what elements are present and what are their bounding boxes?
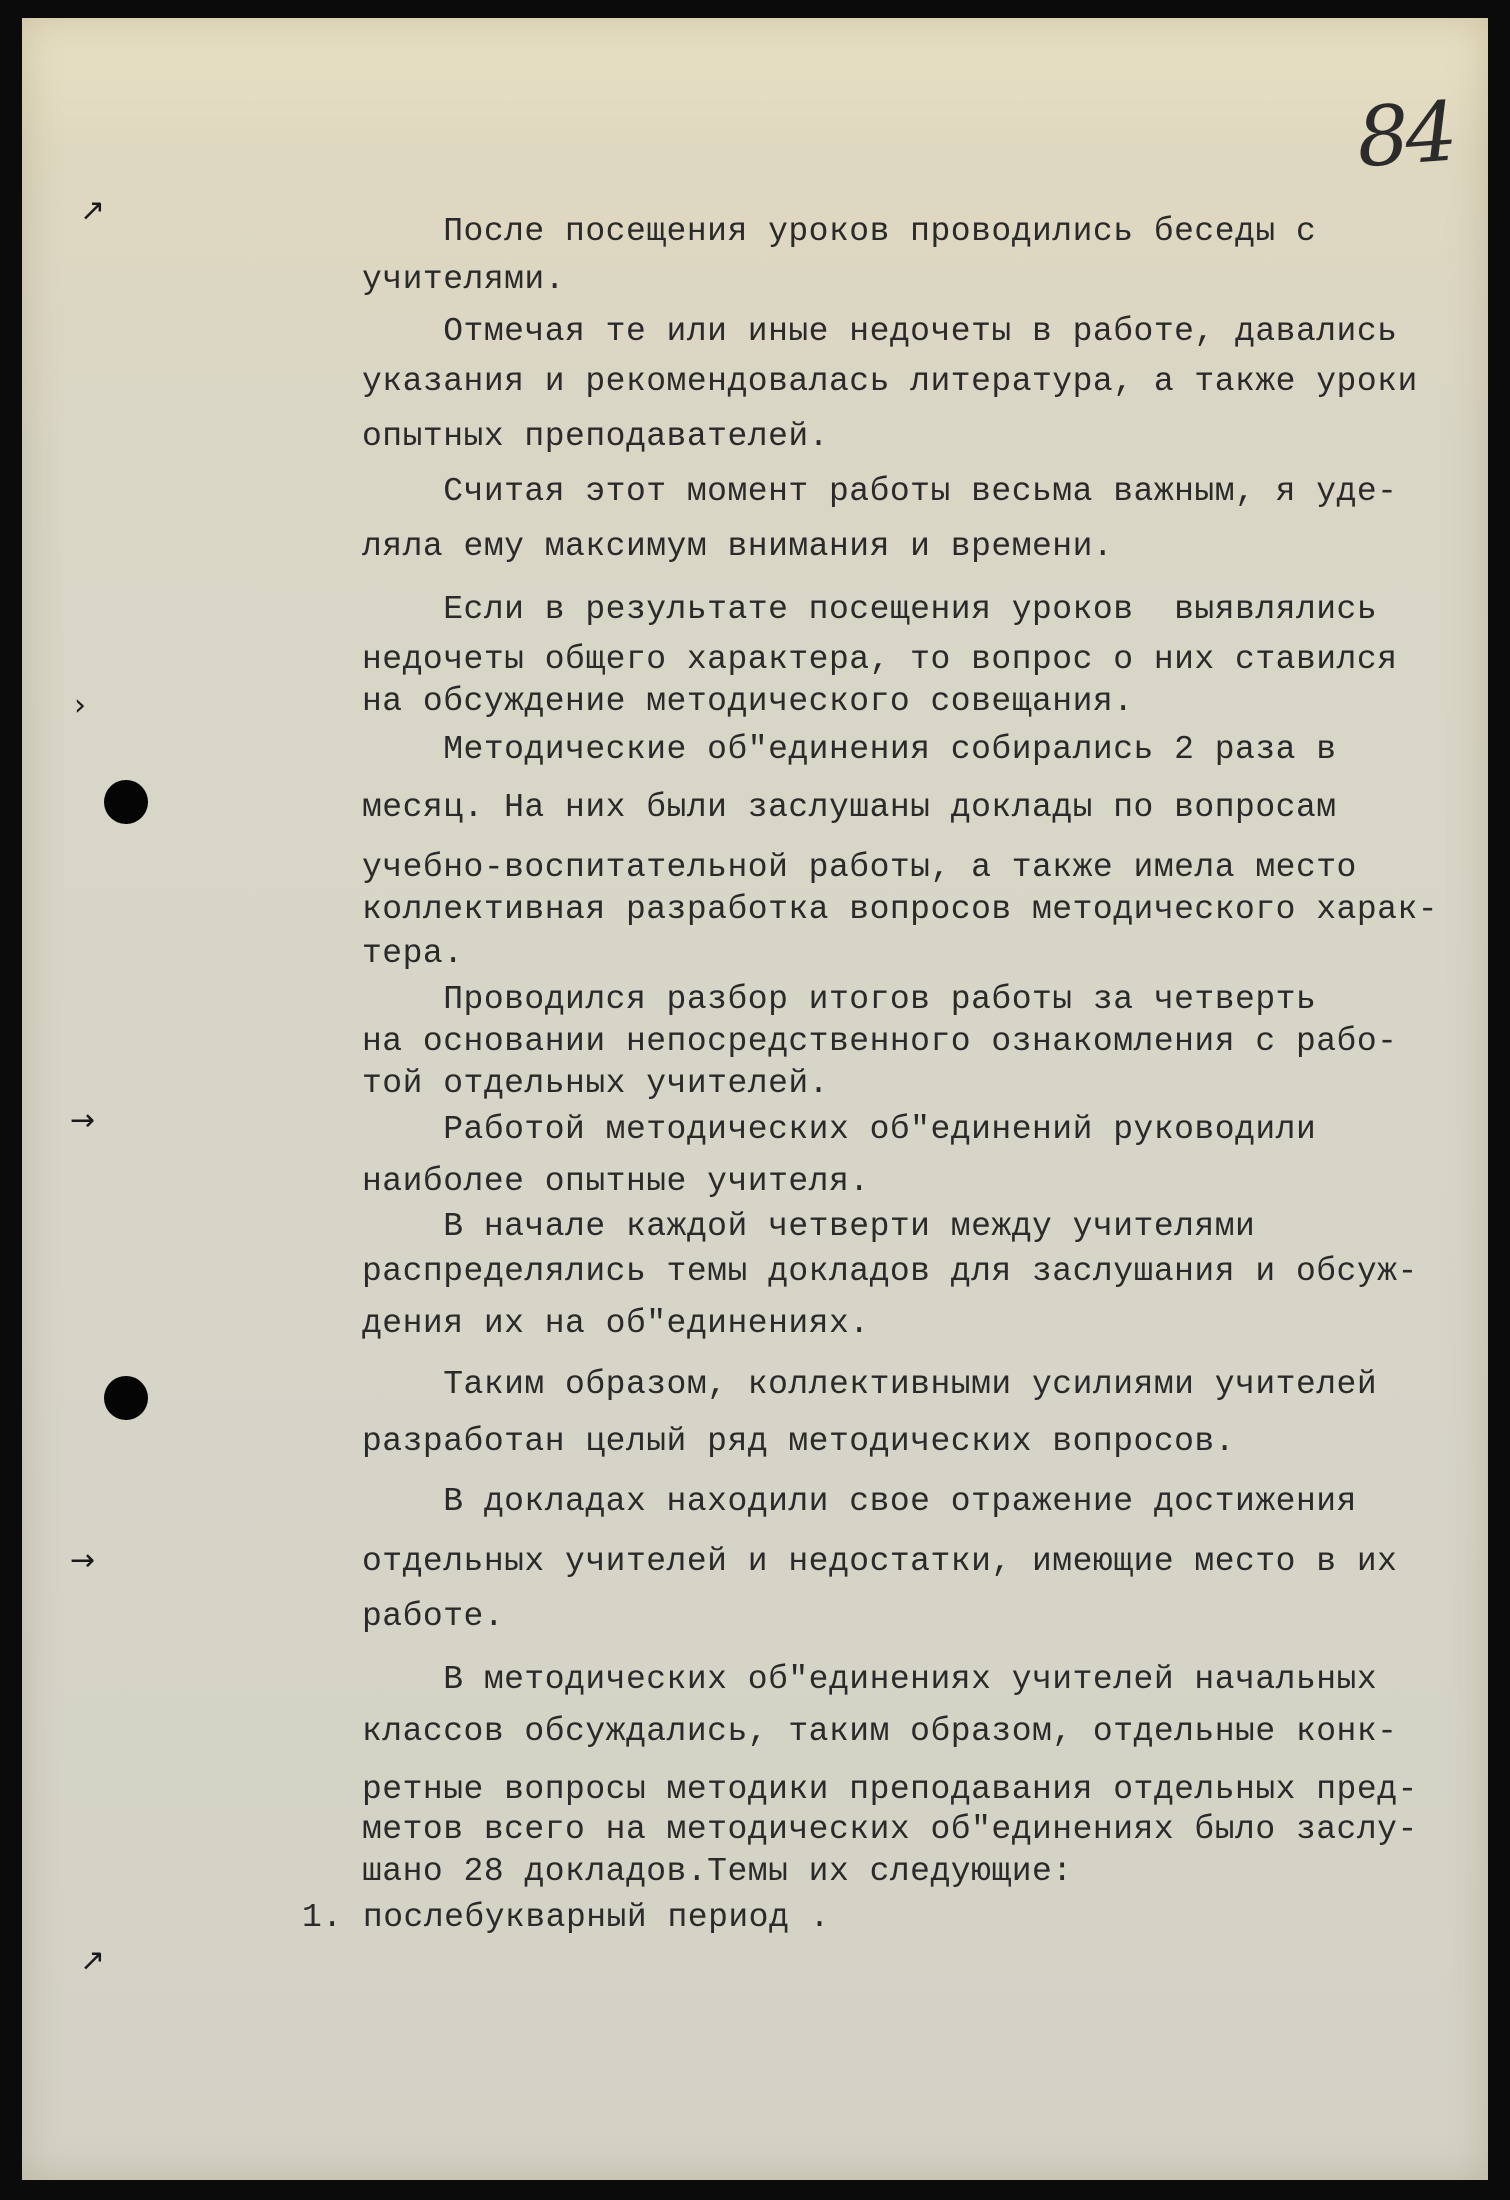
text-line: Методические об"единения собирались 2 раза в (362, 731, 1337, 768)
text-line: Если в результате посещения уроков выявлялись (362, 591, 1378, 628)
binding-mark: ↗ (80, 1943, 106, 1978)
text-line: ретные вопросы методики преподавания отдельных пред- (362, 1771, 1418, 1808)
document-page (22, 18, 1488, 2180)
text-line: недочеты общего характера, то вопрос о них ставился (362, 641, 1398, 678)
text-line: 1. послебукварный период . (302, 1899, 830, 1936)
text-line: Проводился разбор итогов работы за четверть (362, 981, 1317, 1018)
page-number: 84 (1353, 84, 1457, 187)
text-line: шано 28 докладов.Темы их следующие: (362, 1853, 1073, 1890)
text-line: метов всего на методических об"единениях было заслу- (362, 1811, 1418, 1848)
punch-hole (104, 1376, 148, 1420)
text-line: ляла ему максимум внимания и времени. (362, 528, 1114, 565)
text-line: Работой методических об"единений руководили (362, 1111, 1317, 1148)
text-line: коллективная разработка вопросов методического харак- (362, 891, 1439, 928)
text-line: тера. (362, 935, 464, 972)
text-line: В методических об"единениях учителей начальных (362, 1661, 1378, 1698)
punch-hole (104, 780, 148, 824)
text-line: распределялись темы докладов для заслушания и обсуж- (362, 1253, 1418, 1290)
text-line: разработан целый ряд методических вопросов. (362, 1423, 1236, 1460)
text-line: указания и рекомендовалась литература, а также уроки (362, 363, 1418, 400)
text-line: наиболее опытные учителя. (362, 1163, 870, 1200)
text-line: учебно-воспитательной работы, а также имела место (362, 849, 1357, 886)
binding-mark: → (70, 1543, 96, 1578)
text-line: на основании непосредственного ознакомления с рабо- (362, 1023, 1398, 1060)
text-line: В начале каждой четверти между учителями (362, 1208, 1256, 1245)
text-line: той отдельных учителей. (362, 1065, 829, 1102)
binding-mark: › (74, 688, 86, 723)
binding-mark: ↗ (80, 193, 106, 228)
text-line: Отмечая те или иные недочеты в работе, давались (362, 313, 1398, 350)
text-line: Считая этот момент работы весьма важным, я уде- (362, 473, 1398, 510)
text-line: После посещения уроков проводились беседы с (362, 213, 1317, 250)
text-line: на обсуждение методического совещания. (362, 683, 1134, 720)
text-line: классов обсуждались, таким образом, отдельные конк- (362, 1713, 1398, 1750)
text-line: Таким образом, коллективными усилиями учителей (362, 1366, 1378, 1403)
text-line: работе. (362, 1598, 505, 1635)
text-line: В докладах находили свое отражение достижения (362, 1483, 1357, 1520)
text-line: отдельных учителей и недостатки, имеющие место в их (362, 1543, 1398, 1580)
binding-mark: → (70, 1103, 96, 1138)
text-line: дения их на об"единениях. (362, 1305, 870, 1342)
text-line: месяц. На них были заслушаны доклады по вопросам (362, 789, 1337, 826)
text-line: опытных преподавателей. (362, 418, 829, 455)
text-line: учителями. (362, 261, 566, 298)
